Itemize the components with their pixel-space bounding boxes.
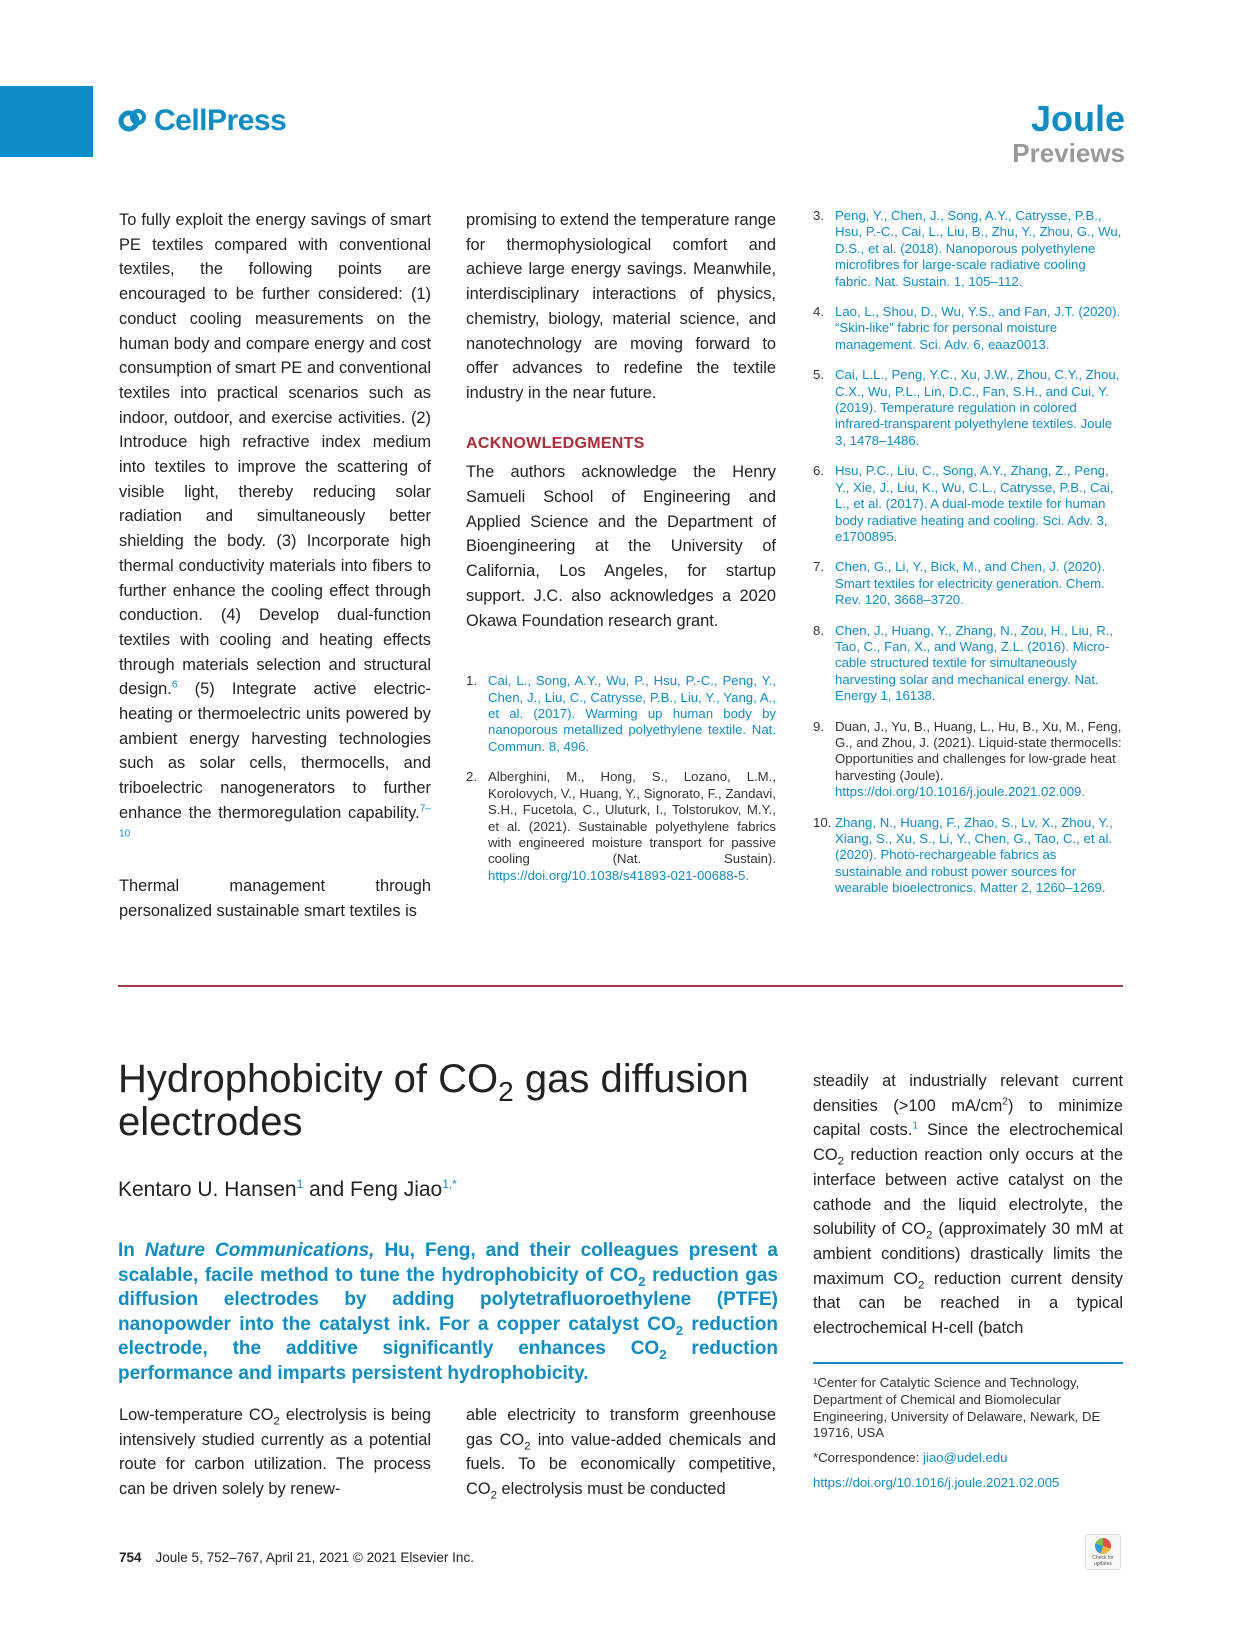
header-color-block — [0, 86, 93, 157]
reference-list-a — [466, 673, 776, 884]
check-for-updates-button[interactable] — [1085, 1534, 1121, 1570]
reference-doi-link[interactable]: https://doi.org/10.1016/j.joule.2021.02.009. — [835, 784, 1086, 800]
reference-item: 7. Chen, G., Li, Y., Bick, M., and Chen, J. (2020). Smart textiles for electricity generation. Chem. Rev. 120, 3668–3720. — [813, 559, 1105, 608]
cellpress-logo[interactable] — [118, 104, 286, 138]
acknowledgments-heading: ACKNOWLEDGMENTS — [466, 434, 645, 452]
reference-link[interactable]: Lao, L., Shou, D., Wu, Y.S., and Fan, J.T. (2020). “Skin-like” fabric for personal moisture management. Sci. Adv. 6, eaaz0013. — [835, 304, 1121, 352]
reference-link[interactable]: Peng, Y., Chen, J., Song, A.Y., Catrysse, P.B., Hsu, P.-C., Cai, L., Liu, B., Zhu, Y., Zhou, G., Wu, D.S., et al. (2018). Nanoporous polyethylene microfibres for large-scale radiative cooling fabric. Nat. Sustain. 1, 105–112. — [835, 208, 1122, 289]
check-updates-label: Check for updates — [1092, 1554, 1114, 1567]
col1-paragraph-2: Thermal management through personalized sustainable smart textiles is — [119, 877, 431, 920]
footnote-divider — [813, 1362, 1123, 1364]
reference-item: 10. Zhang, N., Huang, F., Zhao, S., Lv, X., Zhou, Y., Xiang, S., Xu, S., Li, Y., Chen, G., Tao, C., et al. (2020). Photo-rechargeable fabrics as sustainable and robust power sources for wearable bioelectronics. Matter 2, 1260–1269. — [813, 814, 1113, 896]
body-column-2: able electricity to transform greenhouse gas $CO_2$ into value-added chemicals and fuels. To be economically competitive, $CO_2$ electrolysis must be conducted — [466, 1406, 776, 1502]
acknowledgments-text: The authors acknowledge the Henry Samueli School of Engineering and Applied Science and the Department of Bioengineering at the University of California, Los Angeles, for startup support. J.C. also acknowledges a 2020 Okawa Foundation research grant. — [466, 463, 776, 630]
correspondence-email-link[interactable]: jiao@udel.edu — [922, 1450, 1008, 1466]
journal-citation: Joule 5, 752–767, April 21, 2021 © 2021 Elsevier Inc. — [155, 1550, 474, 1565]
reference-doi-link[interactable]: https://doi.org/10.1038/s41893-021-00688-5. — [488, 867, 750, 883]
column-3 — [813, 208, 1123, 911]
citation-link[interactable]: 6 — [171, 679, 178, 691]
reference-item: 4. Lao, L., Shou, D., Wu, Y.S., and Fan, J.T. (2020). “Skin-like” fabric for personal moisture management. Sci. Adv. 6, eaaz0013. — [813, 304, 1121, 352]
body-column-3: steadily at industrially relevant current densities (>100 $mA/cm^2$) to minimize capital costs.$^1$ Since the electrochemical $CO_2$ reduction reaction only occurs at the interface between active catalyst on the cathode and the liquid electrolyte, the solubility of $CO_2$ (approximately 30 mM at ambient conditions) drastically limits the maximum $CO_2$ reduction current density that can be reached in a typical electrochemical H-cell (batch — [813, 1072, 1123, 1338]
body-column-1: Low-temperature $CO_2$ electrolysis is being intensively studied currently as a potential route for carbon utilization. The process can be driven solely by renew- — [119, 1406, 431, 1499]
col2-paragraph-1: promising to extend the temperature range for thermophysiological comfort and achieve large energy savings. Meanwhile, interdisciplinary interactions of physics, chemistry, biology, material science, and nanotechnology are moving forward to offer advances to redefine the textile industry in the near future. — [466, 211, 776, 402]
column-2 — [466, 208, 776, 898]
footnote — [813, 1375, 1123, 1500]
article-title: Hydrophobicity of $CO_2$ gas diffusion electrodes — [118, 1057, 749, 1144]
journal-reference: Nature Communications, — [144, 1240, 375, 1261]
citation-link[interactable]: 1 — [912, 1120, 918, 1132]
reference-link[interactable]: Hsu, P.C., Liu, C., Song, A.Y., Zhang, Z., Peng, Y., Xie, J., Liu, K., Wu, C.L., Catrysse, P.B., Cai, L., et al. (2017). A dual-mode textile for human body radiative heating and cooling. Sci. Adv. 3, e1700895. — [835, 463, 1114, 544]
reference-link[interactable]: Cai, L.L., Peng, Y.C., Xu, J.W., Zhou, C.Y., Zhou, C.X., Wu, P.L., Lin, D.C., Fan, S.H., and Cui, Y. (2019). Temperature regulation in colored infrared-transparent polyethylene textiles. Joule 3, 1478–1486. — [835, 367, 1120, 448]
reference-item: 3. Peng, Y., Chen, J., Song, A.Y., Catrysse, P.B., Hsu, P.-C., Cai, L., Liu, B., Zhu, Y., Zhou, G., Wu, D.S., et al. (2018). Nanoporous polyethylene microfibres for large-scale radiative cooling fabric. Nat. Sustain. 1, 105–112. — [813, 208, 1122, 289]
affiliation: ¹Center for Catalytic Science and Technology, Department of Chemical and Biomolecular Engineering, University of Delaware, Newark, DE 19716, USA — [813, 1375, 1101, 1441]
check-updates-icon — [1095, 1538, 1111, 1554]
col1-paragraph-1: To fully exploit the energy savings of smart PE textiles compared with conventional textiles, the following points are encouraged to be further considered: (1) conduct cooling measurements on the human body and compare energy and cost consumption of smart PE and conventional textiles into practical scenarios such as indoor, outdoor, and exercise activities. (2) Introduce high refractive index medium into textiles to improve the scattering of visible light, thereby reducing solar radiation and simultaneously better shielding the body. (3) Incorporate high thermal conductivity materials into fibers to further enhance the cooling effect through conduction. (4) Develop dual-function textiles with cooling and heating effects through materials selection and structural design.$^6$ (5) Integrate active electric-heating or thermoelectric units powered by ambient energy harvesting technologies such as solar cells, thermocells, and triboelectric nanogenerators to further enhance the thermoregulation capability.$^{7-10}$ — [119, 211, 431, 840]
reference-item: 9. Duan, J., Yu, B., Huang, L., Hu, B., Xu, M., Feng, G., and Zhou, J. (2021). Liquid-state thermocells: Opportunities and challenges for low-grade heat harvesting (Joule). https://doi.org/10.1016/j.joule.2021.02.009. — [813, 718, 1122, 800]
page-number: 754 — [119, 1550, 142, 1565]
cellpress-logo-icon — [118, 106, 148, 136]
publisher-name: CellPress — [154, 104, 287, 137]
reference-link[interactable]: Zhang, N., Huang, F., Zhao, S., Lv, X., Zhou, Y., Xiang, S., Xu, S., Li, Y., Chen, G., Tao, C., et al. (2020). Photo-rechargeable fabrics as sustainable and robust power sources for wearable bioelectronics. Matter 2, 1260–1269. — [835, 814, 1113, 896]
journal-masthead — [1012, 100, 1125, 168]
reference-link[interactable]: Chen, G., Li, Y., Bick, M., and Chen, J. (2020). Smart textiles for electricity generation. Chem. Rev. 120, 3668–3720. — [835, 559, 1105, 608]
reference-item: 6. Hsu, P.C., Liu, C., Song, A.Y., Zhang, Z., Peng, Y., Xie, J., Liu, K., Wu, C.L., Catrysse, P.B., Cai, L., et al. (2017). A dual-mode textile for human body radiative heating and cooling. Sci. Adv. 3, e1700895. — [813, 463, 1114, 544]
reference-item: 8. Chen, J., Huang, Y., Zhang, N., Zou, H., Liu, R., Tao, C., Fan, X., and Wang, Z.L. (2016). Micro-cable structured textile for simultaneously harvesting solar and mechanical energy. Nat. Energy 1, 16138. — [813, 622, 1114, 704]
reference-link[interactable]: Cai, L., Song, A.Y., Wu, P., Hsu, P.-C., Peng, Y., Chen, J., Liu, C., Catrysse, P.B., Liu, Y., Yang, A., et al. (2017). Warming up human body by nanoporous metallized polyethylene textile. Nat. Commun. 8, 496. — [488, 673, 776, 754]
journal-name: Joule — [1030, 98, 1125, 139]
column-1 — [119, 208, 431, 924]
affiliation-marker[interactable]: 1 — [296, 1177, 304, 1191]
section-name: Previews — [1012, 138, 1125, 168]
abstract: In Nature Communications, Hu, Feng, and their colleagues present a scalable, facile method to tune the hydrophobicity of $CO_2$ reduction gas diffusion electrodes by adding polytetrafluoroethylene (PTFE) nanopowder into the catalyst ink. For a copper catalyst $CO_2$ reduction electrode, the additive significantly enhances $CO_2$ reduction performance and imparts persistent hydrophobicity. — [118, 1240, 778, 1384]
author-name: Kentaro U. Hansen — [118, 1178, 297, 1201]
reference-item: 1. Cai, L., Song, A.Y., Wu, P., Hsu, P.-C., Peng, Y., Chen, J., Liu, C., Catrysse, P.B., Liu, Y., Yang, A., et al. (2017). Warming up human body by nanoporous metallized polyethylene textile. Nat. Commun. 8, 496. — [466, 673, 776, 754]
article-doi-link[interactable]: https://doi.org/10.1016/j.joule.2021.02.005 — [813, 1474, 1060, 1490]
reference-list-b — [813, 208, 1123, 897]
citation-link[interactable]: 7–10 — [119, 803, 431, 840]
author-name: and Feng Jiao — [303, 1178, 443, 1201]
section-divider — [118, 985, 1123, 987]
reference-item: 5. Cai, L.L., Peng, Y.C., Xu, J.W., Zhou, C.Y., Zhou, C.X., Wu, P.L., Lin, D.C., Fan, S.H., and Cui, Y. (2019). Temperature regulation in colored infrared-transparent polyethylene textiles. Joule 3, 1478–1486. — [813, 367, 1120, 448]
page-footer — [119, 1550, 474, 1565]
reference-item: 2. Alberghini, M., Hong, S., Lozano, L.M., Korolovych, V., Huang, Y., Signorato, F., Zandavi, S.H., Fucetola, C., Uluturk, I., Tolstorukov, M.Y., et al. (2021). Sustainable polyethylene fabrics with engineered moisture transport for passive cooling (Nat. Sustain). https://doi.org/10.1038/s41893-021-00688-5. — [466, 769, 776, 883]
reference-link[interactable]: Chen, J., Huang, Y., Zhang, N., Zou, H., Liu, R., Tao, C., Fan, X., and Wang, Z.L. (2016). Micro-cable structured textile for simultaneously harvesting solar and mechanical energy. Nat. Energy 1, 16138. — [835, 622, 1114, 704]
affiliation-marker[interactable]: 1,* — [442, 1177, 457, 1191]
author-list — [118, 1178, 457, 1202]
correspondence: *Correspondence: jiao@udel.edu — [813, 1450, 1008, 1466]
